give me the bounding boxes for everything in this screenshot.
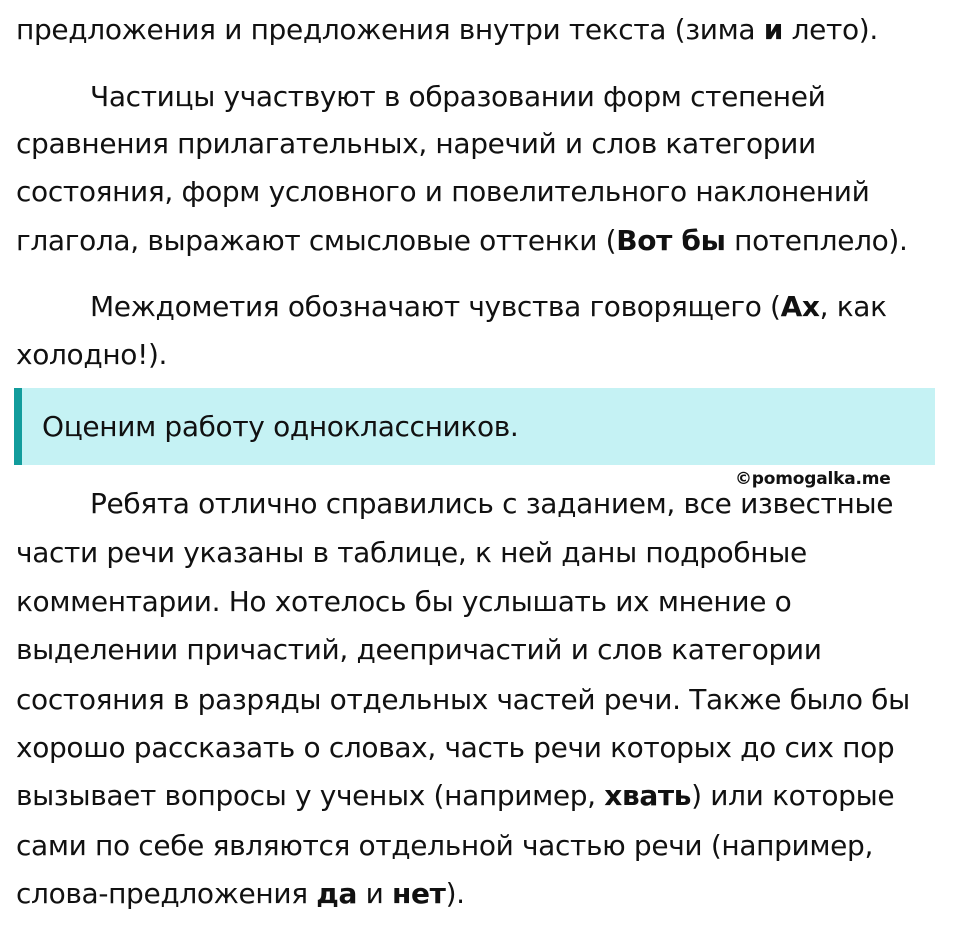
paragraph-particles-line: [16, 224, 908, 258]
text-segment: лето).: [783, 13, 878, 46]
paragraph-review-line: [16, 536, 807, 570]
text-segment: Ребята отлично справились с заданием, все известные: [90, 487, 894, 520]
paragraph-review-line: [16, 731, 894, 765]
text-segment: вызывает вопросы у ученых (например,: [16, 779, 605, 812]
text-segment: Частицы участвуют в образовании форм степеней: [90, 80, 826, 113]
text-segment: и: [357, 877, 393, 910]
text-segment: части речи указаны в таблице, к ней даны подробные: [16, 536, 807, 569]
emphasized-word: Ах: [780, 290, 820, 323]
text-segment: хорошо рассказать о словах, часть речи которых до сих пор: [16, 731, 895, 764]
text-segment: комментарии. Но хотелось бы услышать их мнение о: [16, 585, 792, 618]
paragraph-review-line: [16, 585, 791, 619]
text-segment: сами по себе являются отдельной частью речи (например,: [16, 829, 874, 862]
paragraph-particles-line: [90, 80, 825, 114]
text-segment: выделении причастий, деепричастий и слов категории: [16, 633, 822, 666]
emphasized-word: хвать: [604, 779, 692, 812]
text-segment: сравнения прилагательных, наречий и слов категории: [16, 127, 816, 160]
text-segment: состояния в разряды отдельных частей речи. Также было бы: [16, 683, 910, 716]
paragraph-review-line: [16, 779, 894, 813]
paragraph-review-line: [90, 487, 893, 521]
text-segment: , как: [819, 290, 887, 323]
text-segment: потеплело).: [725, 224, 908, 257]
text-segment: глагола, выражают смысловые оттенки (: [16, 224, 617, 257]
paragraph-particles-line: [16, 175, 869, 209]
section-banner: [14, 388, 935, 465]
text-segment: Междометия обозначают чувства говорящего (: [90, 290, 781, 323]
paragraph-interjections-line: [16, 338, 167, 372]
emphasized-word: и: [763, 13, 784, 46]
text-segment: ).: [445, 877, 465, 910]
paragraph-interjections-line: [90, 290, 887, 324]
paragraph-review-line: [16, 633, 822, 667]
banner-title: Оценим работу одноклассников.: [42, 410, 519, 443]
emphasized-word: нет: [392, 877, 446, 910]
emphasized-word: Вот бы: [616, 224, 726, 257]
paragraph-review-line: [16, 829, 873, 863]
text-line: [16, 13, 878, 47]
text-segment: холодно!).: [16, 338, 168, 371]
emphasized-word: да: [316, 877, 358, 910]
watermark: ©pomogalka.me: [735, 469, 891, 489]
text-segment: состояния, форм условного и повелительного наклонений: [16, 175, 870, 208]
text-segment: слова-предложения: [16, 877, 317, 910]
paragraph-review-line: [16, 877, 465, 911]
text-segment: предложения и предложения внутри текста (зима: [16, 13, 764, 46]
paragraph-review-line: [16, 683, 910, 717]
paragraph-particles-line: [16, 127, 816, 161]
text-segment: ) или которые: [691, 779, 895, 812]
